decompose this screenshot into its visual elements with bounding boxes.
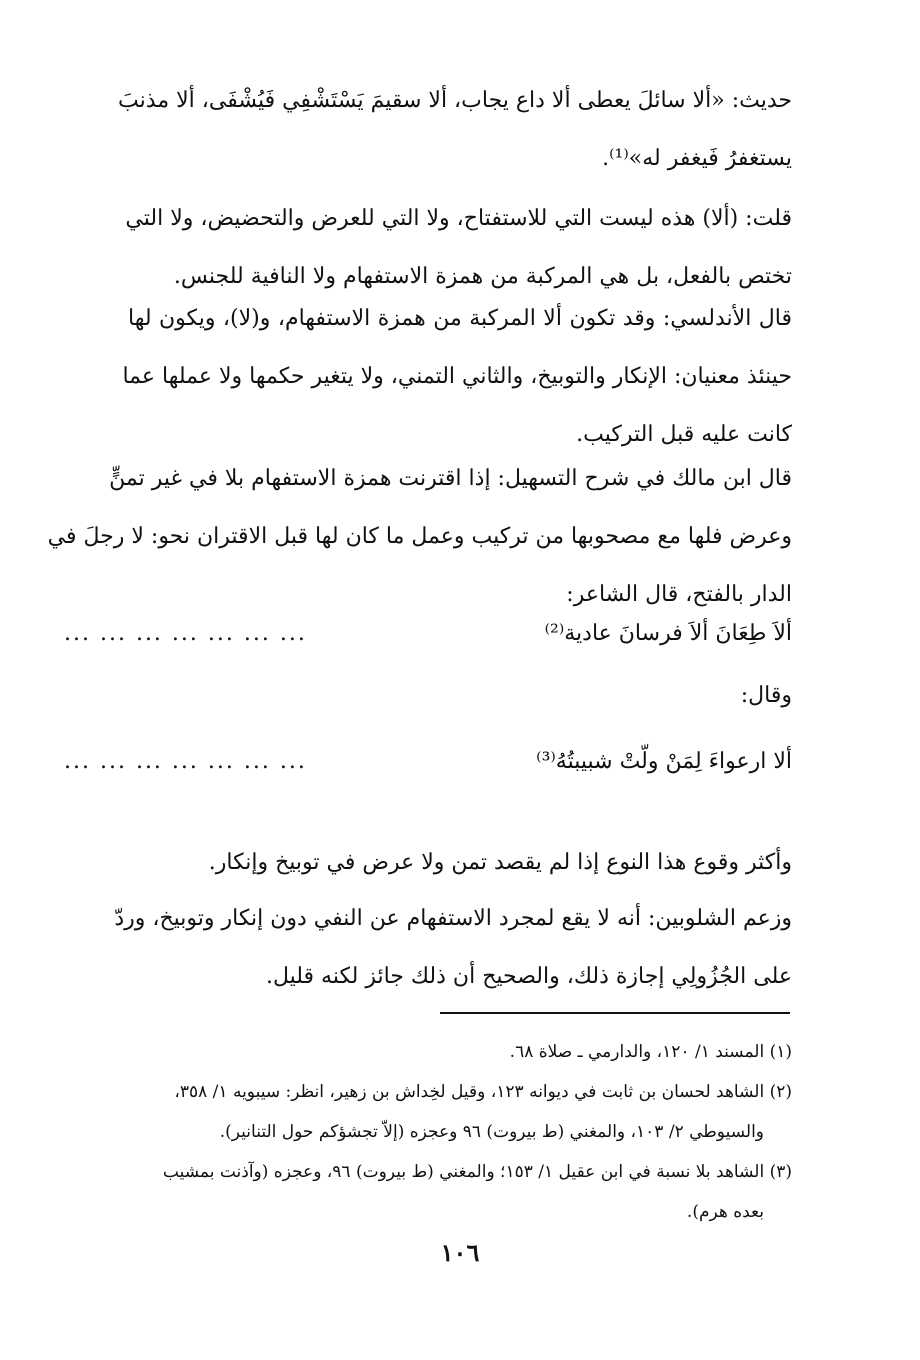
verse-1 <box>64 614 792 654</box>
text-line: قلت: (ألا) هذه ليست التي للاستفتاح، ولا التي للعرض والتحضيض، ولا التي <box>125 206 792 231</box>
ibn-malik-paragraph <box>47 450 792 624</box>
text-line: وزعم الشلوبين: أنه لا يقع لمجرد الاستفهام عن النفي دون إنكار وتوبيخ، وردّ <box>114 906 792 931</box>
footnote-3-line-1: (٣) الشاهد بلا نسبة في ابن عقيل ١/ ١٥٣؛ والمغني (ط بيروت) ٩٦، وعجزه (وآذنت بمشيب <box>162 1162 792 1182</box>
verse-ellipsis: ... ... ... ... ... ... ... <box>64 749 307 774</box>
verse-ellipsis: ... ... ... ... ... ... ... <box>64 621 307 646</box>
qult-paragraph <box>125 190 792 306</box>
shalawbin-paragraph <box>114 890 792 1006</box>
footnote-separator <box>440 1012 790 1014</box>
page-number: ١٠٦ <box>440 1238 480 1267</box>
text-line: على الجُزُولِي إجازة ذلك، والصحيح أن ذلك جائز لكنه قليل. <box>265 964 792 989</box>
text-line: كانت عليه قبل التركيب. <box>576 422 792 447</box>
text-line: الدار بالفتح، قال الشاعر: <box>566 582 792 607</box>
text-line: يستغفرُ فَيغفر له»⁽¹⁾. <box>602 146 792 171</box>
footnote-3-line-2: بعده هرم). <box>686 1202 764 1222</box>
footnotes <box>62 1032 792 1232</box>
text-line: قال الأندلسي: وقد تكون ألا المركبة من همزة الاستفهام، و(لا)، ويكون لها <box>128 306 792 331</box>
footnote-2-line-2: والسيوطي ٢/ ١٠٣، والمغني (ط بيروت) ٩٦ وعجزه (إلاّ تجشؤكم حول التنانير). <box>219 1122 764 1142</box>
text-line: تختص بالفعل، بل هي المركبة من همزة الاستفهام ولا النافية للجنس. <box>173 264 792 289</box>
text-line: قال ابن مالك في شرح التسهيل: إذا اقترنت همزة الاستفهام بلا في غير تمنٍّ <box>109 466 792 491</box>
verse-first-half: ألا ارعواءَ لِمَنْ ولّتْ شبيبتُهُ⁽³⁾ <box>536 749 792 774</box>
hadith-paragraph <box>118 72 792 188</box>
aktar-paragraph <box>128 834 792 892</box>
andalusi-paragraph <box>122 290 792 464</box>
wa-qal-line <box>64 676 792 716</box>
footnote-2-line-1: (٢) الشاهد لحسان بن ثابت في ديوانه ١٢٣، وقيل لخِداش بن زهير، انظر: سيبويه ١/ ٣٥٨، <box>174 1082 792 1102</box>
text-line: وعرض فلها مع مصحوبها من تركيب وعمل ما كان لها قبل الاقتران نحو: لا رجلَ في <box>47 524 792 549</box>
footnote-1: (١) المسند ١/ ١٢٠، والدارمي ـ صلاة ٦٨. <box>509 1042 792 1062</box>
text-line: حديث: «ألا سائلَ يعطى ألا داع يجاب، ألا سقيمَ يَسْتَشْفِي فَيُشْفَى، ألا مذنبَ <box>118 88 792 113</box>
wa-qal-text: وقال: <box>740 683 792 708</box>
verse-first-half: ألاَ طِعَانَ ألاَ فرسانَ عادية⁽²⁾ <box>544 621 792 646</box>
text-line: وأكثر وقوع هذا النوع إذا لم يقصد تمن ولا عرض في توبيخ وإنكار. <box>208 850 792 875</box>
text-line: حينئذ معنيان: الإنكار والتوبيخ، والثاني التمني، ولا يتغير حكمها ولا عملها عما <box>122 364 792 389</box>
verse-2 <box>64 742 792 782</box>
